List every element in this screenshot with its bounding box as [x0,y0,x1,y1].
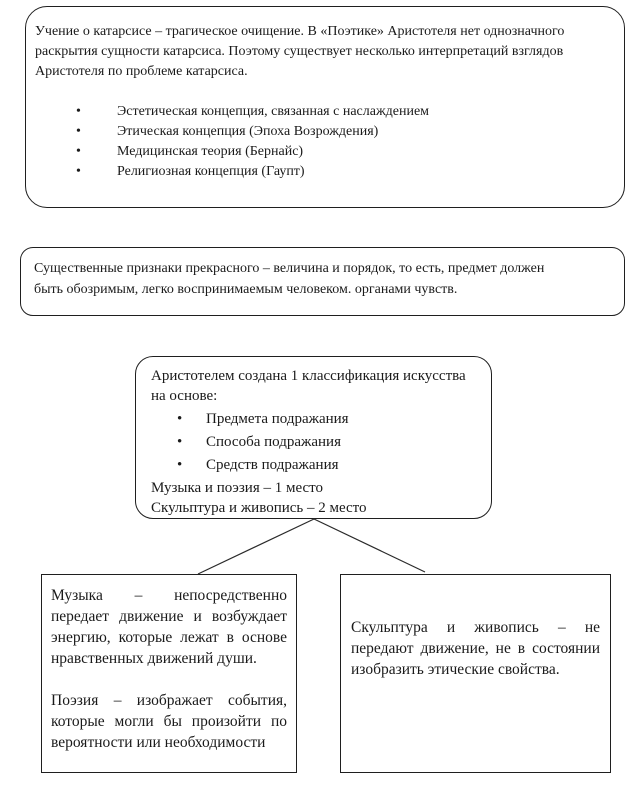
list-item: • Способа подражания [151,432,483,452]
catharsis-bullet-list [35,102,584,182]
catharsis-box [25,6,625,208]
catharsis-paragraph: Учение о катарсисе – трагическое очищение. В «Поэтике» Аристотеля нет однозначного раскрытия сущности катарсиса. Поэтому существует несколько интерпретаций взглядов Аристотеля по проблеме катарсиса. [35,24,565,79]
connector-line-right [314,519,425,572]
connector-line-left [198,519,314,574]
list-item: • Религиозная концепция (Гаупт) [35,162,584,182]
classification-rank1: Музыка и поэзия – 1 место [151,480,324,496]
music-paragraph: Музыка – непосредственно передает движение и возбуждает энергию, которые лежат в основе нравственных движений души. [51,587,287,667]
list-item: • Этическая концепция (Эпоха Возрождения) [35,122,584,142]
classification-intro: Аристотелем создана 1 классификация искусства на основе: [151,368,466,404]
list-item: • Медицинская теория (Бернайс) [35,142,584,162]
beauty-box [20,247,625,316]
sculpture-painting-box [340,574,611,773]
list-item: • Эстетическая концепция, связанная с наслаждением [35,102,584,122]
list-item: • Средств подражания [151,455,483,475]
classification-bullet-list [151,409,483,475]
classification-rank2: Скульптура и живопись – 2 место [151,500,367,516]
list-item: • Предмета подражания [151,409,483,429]
beauty-paragraph: Существенные признаки прекрасного – величина и порядок, то есть, предмет должен быть обозримым, легко воспринимаемым человеком. органами чувств. [34,261,545,297]
classification-box [135,356,492,519]
sculpture-paragraph: Скульптура и живопись – не передают движение, не в состоянии изобразить этические свойства. [351,619,600,678]
poetry-paragraph: Поэзия – изображает события, которые могли бы произойти по вероятности или необходимости [51,692,287,751]
music-poetry-box [41,574,297,773]
